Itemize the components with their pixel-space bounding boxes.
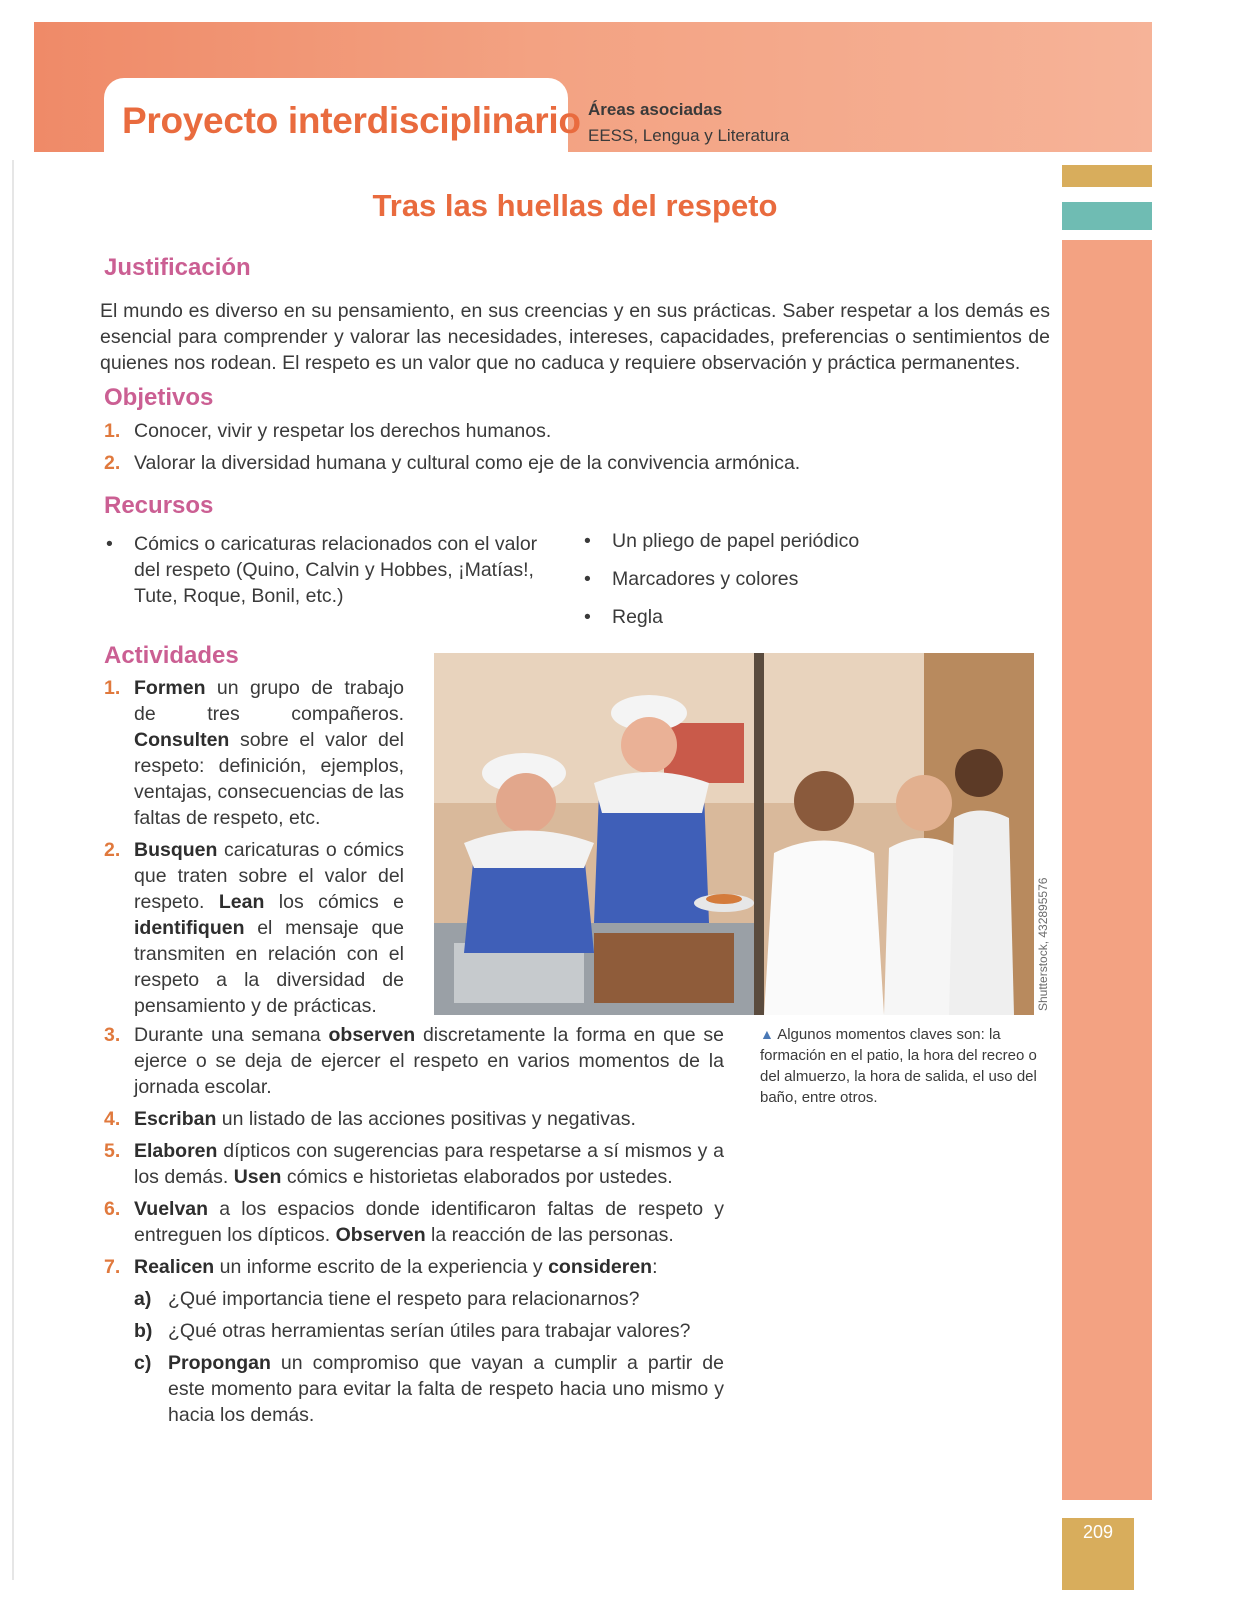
recursos-list-right [582,528,1002,630]
item-number: 6. [104,1198,121,1220]
item-letter: a) [134,1288,152,1310]
list-item [582,604,1002,630]
triangle-up-icon: ▲ [760,1026,774,1042]
page-title: Tras las huellas del respeto [372,188,778,223]
side-strip [1062,240,1152,1500]
objetivos-heading: Objetivos [104,384,214,411]
list-item [104,450,1004,476]
item-letter: c) [134,1352,152,1374]
actividades-heading: Actividades [104,642,239,669]
item-number: 2. [104,452,121,474]
item-number: 1. [104,677,121,699]
justificacion-heading: Justificación [104,254,251,281]
list-item [582,528,1002,554]
sub-list-item [104,1318,724,1344]
item-text: Durante una semana observen discretamente la forma en que se ejerce o se deja de ejercer el respeto en varios momentos de la jornada escolar. [134,1024,724,1098]
actividades-list-top [104,675,404,1019]
item-text: Busquen caricaturas o cómics que traten sobre el valor del respeto. Lean los cómics e identifiquen el mensaje que transmiten en relación con el respeto a la diversidad de pensamiento y de prácticas. [134,839,404,1017]
bullet: • [106,533,113,555]
item-number: 2. [104,839,121,861]
item-number: 3. [104,1024,121,1046]
sub-list-item [104,1286,724,1312]
item-number: 1. [104,420,121,442]
list-item [104,531,566,609]
list-item [582,566,1002,592]
recursos-heading: Recursos [104,492,214,519]
item-text: Formen un grupo de trabajo de tres compañeros. Consulten sobre el valor del respeto: definición, ejemplos, ventajas, consecuencias de las faltas de respeto, etc. [134,677,404,829]
list-item [104,1106,724,1132]
item-number: 7. [104,1256,121,1278]
item-text: Marcadores y colores [612,568,799,590]
cafeteria-photo [434,653,1034,1015]
bullet: • [584,568,591,590]
photo-illustration [434,653,1034,1015]
item-text: Escriban un listado de las acciones positivas y negativas. [134,1108,636,1130]
areas-heading: Áreas asociadas [588,100,723,119]
item-text: Regla [612,606,663,628]
bullet: • [584,606,591,628]
side-tab-gold [1062,165,1152,187]
list-item [104,837,404,1019]
item-letter: b) [134,1320,153,1342]
item-text: ¿Qué otras herramientas serían útiles para trabajar valores? [168,1320,691,1342]
item-number: 5. [104,1140,121,1162]
item-number: 4. [104,1108,121,1130]
justificacion-text: El mundo es diverso en su pensamiento, en sus creencias y en sus prácticas. Saber respetar a los demás es esencial para comprender y valorar las necesidades, intereses, capacidades, preferencias o sentimientos de quienes nos rodean. El respeto es un valor que no caduca y requiere observación y práctica permanentes. [100,300,1050,374]
caption-text: Algunos momentos claves son: la formación en el patio, la hora del recreo o del almuerzo, la hora de salida, el uso del baño, entre otros. [760,1026,1037,1106]
recursos-list-left [104,531,566,609]
list-item [104,418,1004,444]
bullet: • [584,530,591,552]
list-item [104,1022,724,1100]
photo-caption [760,1024,1040,1108]
item-text: Cómics o caricaturas relacionados con el valor del respeto (Quino, Calvin y Hobbes, ¡Matías!, Tute, Roque, Bonil, etc.) [134,533,538,607]
project-title: Proyecto interdisciplinario [122,100,581,141]
item-text: Vuelvan a los espacios donde identificaron faltas de respeto y entreguen los dípticos. Observen la reacción de las personas. [134,1198,724,1246]
item-text: Un pliego de papel periódico [612,530,860,552]
item-text: Realicen un informe escrito de la experiencia y consideren: [134,1256,658,1278]
list-item [104,1138,724,1190]
item-text: Elaboren dípticos con sugerencias para respetarse a sí mismos y a los demás. Usen cómics e historietas elaborados por ustedes. [134,1140,724,1188]
page-edge-shadow [12,160,14,1580]
areas-value: EESS, Lengua y Literatura [588,126,790,145]
page-number: 209 [1062,1518,1134,1590]
item-text: Propongan un compromiso que vayan a cumplir a partir de este momento para evitar la falta de respeto hacia uno mismo y hacia los demás. [168,1352,724,1426]
sub-list-item [104,1350,724,1428]
item-text: ¿Qué importancia tiene el respeto para relacionarnos? [168,1288,640,1310]
list-item [104,1196,724,1248]
photo-credit: Shutterstock, 432895576 [1036,877,1050,1011]
list-item [104,675,404,831]
item-text: Valorar la diversidad humana y cultural como eje de la convivencia armónica. [134,452,801,474]
list-item [104,1254,724,1280]
item-text: Conocer, vivir y respetar los derechos humanos. [134,420,552,442]
actividades-list-bottom [104,1022,724,1428]
objetivos-list [104,418,1004,476]
